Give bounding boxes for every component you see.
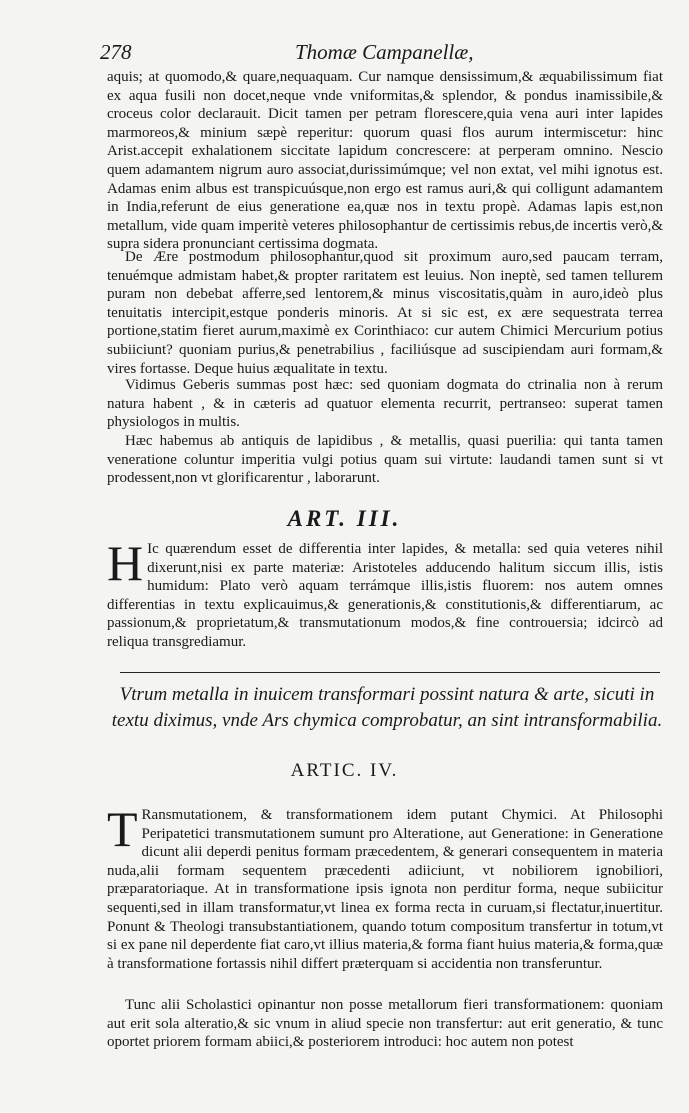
article-3-body: Ic quærendum esset de differentia inter lapides, & metalla: sed quia veteres nihil dixerunt,nisi ex parte materiæ: Aristoteles adducendo halitum siccum illis, istis humidum: Plato verò aquam terrámque illis,istis fluorem: nos autem omnes differentias in textu explicauimus,& generationis,& constitutionis,& differentiarum, ac passionum,& proprietatum,& transmutationum modos,& fine controuersia; idcircò ad reliqua transgrediamur. [107,541,663,650]
article-4-title: Vtrum metalla in inuicem transformari possint natura & arte, sicuti in textu diximus, vnde Ars chymica comprobatur, an sint intransformabilia. [111,684,663,731]
article-4-body: Ransmutationem, & transformationem idem putant Chymici. At Philosophi Peripatetici transmutationem sumunt pro Alteratione, aut Generatione: in Generatione dicunt alii deperdi penitus formam præcedentem, & generari consequentem in materia nuda,alii formam sequentem præcedenti adiiciunt, vt nobiliorem ignobiliori, præparatoriaque. At in transformatione ipsis ignota non perditur forma, neque subiicitur sequenti,sed in illam transformatur,vt linea ex forma recta in curuam,si flectatur,inuertitur. Ponunt & Theologi transubstantiationem, quando totum compositum transfertur in totum,vt si ex pane nil deperdente fiat caro,vt illius materia,& forma fiant huius materia,& forma,quæ à transformatione fortassis nihil differt præterquam si accidentia non transferuntur. [107,807,663,972]
paragraph-3: Vidimus Geberis summas post hæc: sed quoniam dogmata do ctrinalia non à rerum natura habent , & in cæteris ad quatuor elementa recurrit, pertranseo: superat tamen physiologos in multis. [107,377,663,431]
article-4-text-2: Tunc alii Scholastici opinantur non posse metallorum fieri transformationem: quoniam aut erit sola alteratio,& sic vnum in aliud specie non transfertur: aut erit generatio, & tunc oportet priorem formam abiici,& posteriorem introduci: hoc autem non potest [107,997,663,1051]
article-3-heading: ART. III. [287,506,402,531]
article-4-text [107,801,663,973]
page-number: 278 [100,40,132,64]
paragraph-1: aquis; at quomodo,& quare,nequaquam. Cur namque densissimum,& æquabilissimum fiat ex aqua fusili non docet,neque vnde vniformitas,& splendor, & pondus inamissibile,& croceus color declarauit. Dicit tamen per petram florescere,quia vena auri inter lapides marmoreos,& minium sæpè reperitur: quorum quasi flos aurum intermiscetur: hinc Arist.accepit exhalationem siccitate lapidum concrescere: at perperam omnino. Nescio quem adamantem nigrum auro associat,durissimúmque; vel non extat, vel mihi ignotus est. Adamas enim albus est transpicuúsque,non ergo est ramus auri,& qui colligunt adamantem in India,referunt de eius generatione ea,quæ nos in textu propè. Adamas lapis est,non metallum, vide quam imperitè veteres philosophantur de certissimis rebus,de incertis verò,& supra sidera pronunciant certissima dogmata. [107,69,663,253]
section-divider [120,672,660,673]
paragraph-4: Hæc habemus ab antiquis de lapidibus , & metallis, quasi puerilia: qui tanta tamen veneratione coluntur imperitia vulgi potius quam sui virtute: laudandi tamen sunt si vt prodessent,non vt glorificarentur , laborarunt. [107,433,663,487]
article-3-text [107,535,663,652]
drop-cap-h: H [107,535,144,591]
running-title: Thomæ Campanellæ, [295,40,474,64]
paragraph-2: De Ære postmodum philosophantur,quod sit proximum auro,sed paucam terram, tenuémque admistam habet,& propter raritatem est leuius. Non ineptè, sed tamen tellurem puram non debebat afferre,sed lentorem,& minus viscositatis,quàm in auro,ideò plus tenuitatis intercipit,estque ponderis minoris. At si sic est, ex ære sequestrata terrea portione,statim fieret aurum,maximè ex Corinthiaco: cur autem Chimici Mercurium potius subiiciunt? quoniam purius,& penetrabilius , faciliúsque ad suscipiendam auri formam,& vires fortasse. Deque huius æqualitate in textu. [107,249,663,377]
drop-cap-t: T [107,801,138,857]
article-4-heading: ARTIC. IV. [290,760,399,781]
